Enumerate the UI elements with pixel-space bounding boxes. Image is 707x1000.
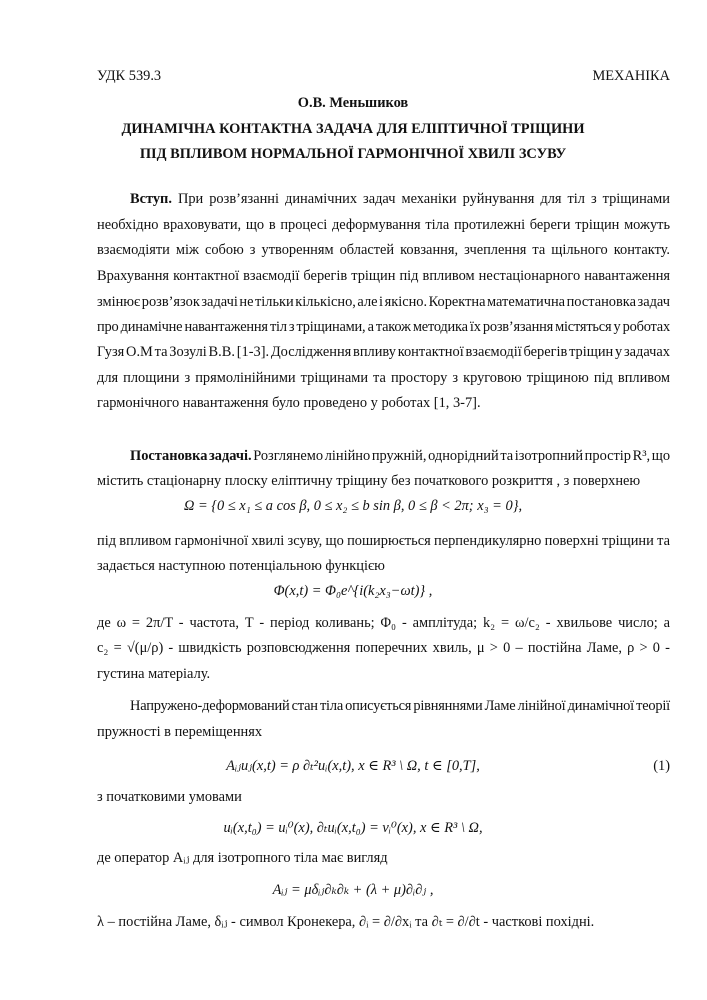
problem-line: де ω = 2π/T - частота, T - період коливань; Φ₀ - амплітуда; k₂ = ω/c₂ - хвильове число; а: [97, 615, 671, 631]
problem-heading: Постановка задачі.: [130, 448, 252, 464]
stress-line: λ – постійна Ламе, δᵢⱼ - символ Кронекера, ∂ᵢ = ∂/∂xᵢ та ∂ₜ = ∂/∂t - часткові похідні.: [97, 914, 595, 930]
formula-phi: Φ(x,t) = Φ₀e^{i(k₂x₃−ωt)} ,: [273, 583, 433, 599]
intro-line: гармонічного навантаження було проведено у роботах [1, 3-7].: [97, 395, 481, 411]
stress-line: де оператор Aᵢⱼ для ізотропного тіла має вигляд: [97, 850, 388, 866]
problem-line: під впливом гармонічної хвилі зсуву, що поширюється перпендикулярно поверхні тріщини та: [97, 533, 670, 549]
title-line-2: ПІД ВПЛИВОМ НОРМАЛЬНОЇ ГАРМОНІЧНОЇ ХВИЛІ ЗСУВУ: [139, 146, 567, 162]
intro-line: взаємодіяти між собою з утворенням областей ковзання, зчеплення та щільного контакту.: [97, 242, 671, 258]
udc-code: УДК 539.3: [97, 68, 162, 84]
stress-line: пружності в переміщеннях: [97, 724, 263, 740]
intro-line: для площини з прямолінійними тріщинами та простору з круговою тріщиною під впливом: [97, 370, 671, 386]
problem-line: містить стаціонарну плоску еліптичну тріщину без початкового розкриття , з поверхнею: [97, 473, 641, 489]
formula-omega: Ω = {0 ≤ x₁ ≤ a cos β, 0 ≤ x₂ ≤ b sin β, 0 ≤ β < 2π; x₃ = 0},: [183, 498, 523, 514]
problem-line: густина матеріалу.: [97, 666, 211, 682]
problem-line: c₂ = √(μ/ρ) - швидкість розповсюдження поперечних хвиль, μ > 0 – постійна Ламе, ρ > 0 -: [97, 640, 670, 656]
intro-text: При розв’язанні динамічних задач механіки руйнування для тіл з тріщинами: [177, 191, 670, 207]
stress-line: Напружено-деформований стан тіла описується рівняннями Ламе лінійної динамічної теорії: [130, 698, 670, 714]
intro-line: Врахування контактної взаємодії берегів тріщин під впливом нестаціонарного навантаження: [97, 268, 671, 284]
equation-operator: Aᵢⱼ = μδᵢⱼ∂ₖ∂ₖ + (λ + μ)∂ᵢ∂ⱼ ,: [272, 882, 434, 898]
problem-line: [130, 446, 670, 466]
intro-line: Гузя О.М та Зозулі В.В. [1-3]. Дослідження впливу контактної взаємодії берегів тріщин у задачах: [97, 344, 671, 360]
equation-1: Aᵢⱼuⱼ(x,t) = ρ ∂ₜ²uᵢ(x,t), x ∈ R³ \ Ω, t ∈ [0,T],: [226, 758, 480, 774]
author: О.В. Меньшиков: [297, 95, 409, 111]
problem-text: Розглянемо лінійно пружній, однорідний та ізотропний простір R³, що: [253, 448, 671, 464]
intro-line: необхідно враховувати, що в процесі деформування тіла протилежні береги тріщин можуть: [97, 217, 671, 233]
intro-heading: Вступ.: [130, 191, 172, 207]
title-line-1: ДИНАМІЧНА КОНТАКТНА ЗАДАЧА ДЛЯ ЕЛІПТИЧНОЇ ТРІЩИНИ: [121, 121, 585, 137]
intro-line: [130, 189, 670, 209]
section-label: МЕХАНІКА: [592, 68, 670, 84]
intro-line: про динамічне навантаження тіл з тріщинами, а також методика їх розв’язання містяться у роботах: [97, 319, 670, 335]
intro-line: змінює розв’язок задачі не тільки кількісно, але і якісно. Коректна математична постановка задач: [97, 294, 670, 310]
stress-line: з початковими умовами: [97, 789, 242, 805]
equation-number: (1): [653, 758, 670, 774]
equation-initial-conditions: uᵢ(x,t₀) = uᵢ⁰(x), ∂ₜuᵢ(x,t₀) = vᵢ⁰(x), x ∈ R³ \ Ω,: [223, 820, 483, 836]
problem-line: задається наступною потенціальною функцією: [97, 558, 385, 574]
